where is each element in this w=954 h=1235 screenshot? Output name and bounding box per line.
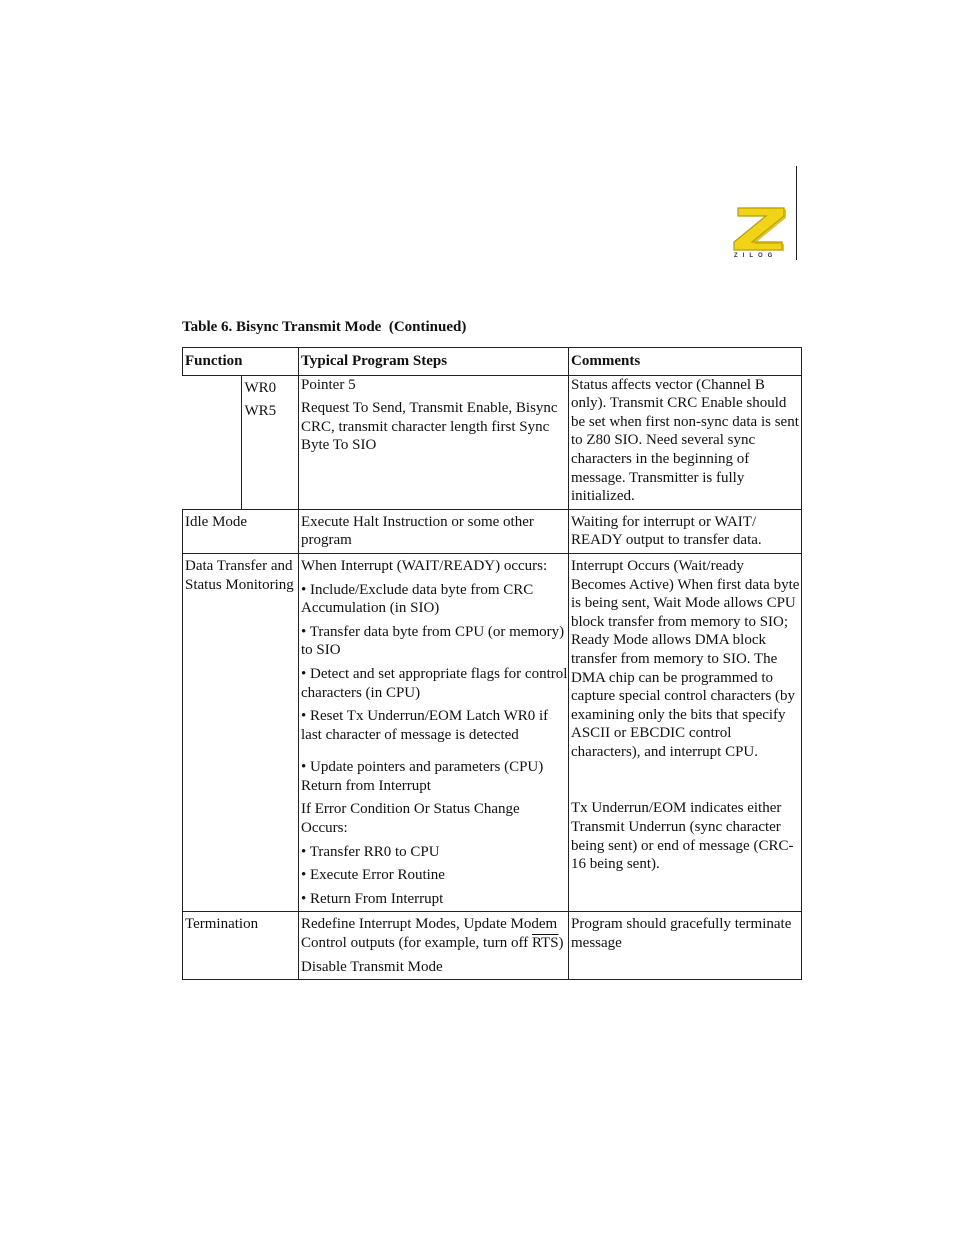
header-function: Function <box>183 348 299 376</box>
table-row-registers <box>183 375 802 509</box>
idle-steps: Execute Halt Instruction or some other program <box>299 509 569 553</box>
transfer-step: • Include/Exclude data byte from CRC Accumulation (in SIO) <box>301 581 534 617</box>
termination-steps <box>299 912 569 980</box>
step-pointer: Pointer 5 <box>301 376 356 393</box>
termination-function: Termination <box>183 912 299 980</box>
transfer-step: • Transfer data byte from CPU (or memory) to SIO <box>301 623 565 659</box>
register-list <box>241 376 277 509</box>
transfer-steps <box>299 553 569 912</box>
termination-comment: Program should gracefully terminate message <box>569 912 802 980</box>
table-row-transfer <box>183 553 802 912</box>
transfer-step: When Interrupt (WAIT/READY) occurs: <box>301 557 548 574</box>
register-steps <box>299 375 569 509</box>
zilog-wordmark: ZILOG <box>734 253 778 259</box>
transfer-step: • Reset Tx Underrun/EOM Latch WR0 if last character of message is detected <box>301 708 549 743</box>
transfer-comment-primary: Interrupt Occurs (Wait/ready Becomes Active) When first data byte is being sent, Wait Mode allows CPU block transfer from memory to SIO; Ready Mode allows DMA block transfer from memory to SIO. The DMA chip can be programmed to capture special control characters (by examining only the bits that specify ASCII or EBCDIC control characters), and interrupt CPU. <box>571 557 800 760</box>
termination-step-redefine <box>301 915 568 952</box>
transfer-comment-underrun: Tx Underrun/EOM indicates either Transmit Underrun (sync character being sent) or end of message (CRC-16 being sent). <box>571 800 794 873</box>
transfer-step: • Execute Error Routine <box>301 867 445 884</box>
idle-comment: Waiting for interrupt or WAIT/ READY output to transfer data. <box>569 509 802 553</box>
table-row-idle <box>183 509 802 553</box>
transfer-function: Data Transfer and Status Monitoring <box>183 553 299 912</box>
header-steps: Typical Program Steps <box>299 348 569 376</box>
transfer-comments <box>569 553 802 912</box>
bisync-transmit-table <box>182 347 802 980</box>
rts-signal: $\overline{RTS}$ <box>531 935 559 952</box>
table-row-termination <box>183 912 802 980</box>
transfer-step: • Transfer RR0 to CPU <box>301 843 440 860</box>
header-rule <box>796 166 797 260</box>
register-comment: Status affects vector (Channel B only). Transmit CRC Enable should be set when first non-sync data is sent to Z80 SIO. Need several sync characters in the beginning of message. Transmitter is fully initialized. <box>569 375 802 509</box>
register-wr5: WR5 <box>244 402 277 419</box>
idle-function: Idle Mode <box>183 509 299 553</box>
termination-step-text: Redefine Interrupt Modes, Update Modem Control outputs (for example, turn off <box>301 916 558 952</box>
header-comments: Comments <box>569 348 802 376</box>
transfer-step: • Return From Interrupt <box>301 890 444 907</box>
table-caption: Table 6. Bisync Transmit Mode (Continued) <box>182 319 467 335</box>
step-request: Request To Send, Transmit Enable, Bisync CRC, transmit character length first Sync Byte To SIO <box>301 400 558 454</box>
register-cell <box>183 375 299 509</box>
transfer-step: • Update pointers and parameters (CPU) Return from Interrupt <box>301 759 544 794</box>
table-header-row <box>183 348 802 376</box>
termination-step-disable: Disable Transmit Mode <box>301 958 443 975</box>
transfer-step: If Error Condition Or Status Change Occurs: <box>301 801 520 837</box>
termination-step-close: ) <box>558 935 564 952</box>
register-wr0: WR0 <box>244 379 277 396</box>
transfer-step: • Detect and set appropriate flags for control characters (in CPU) <box>301 665 568 701</box>
